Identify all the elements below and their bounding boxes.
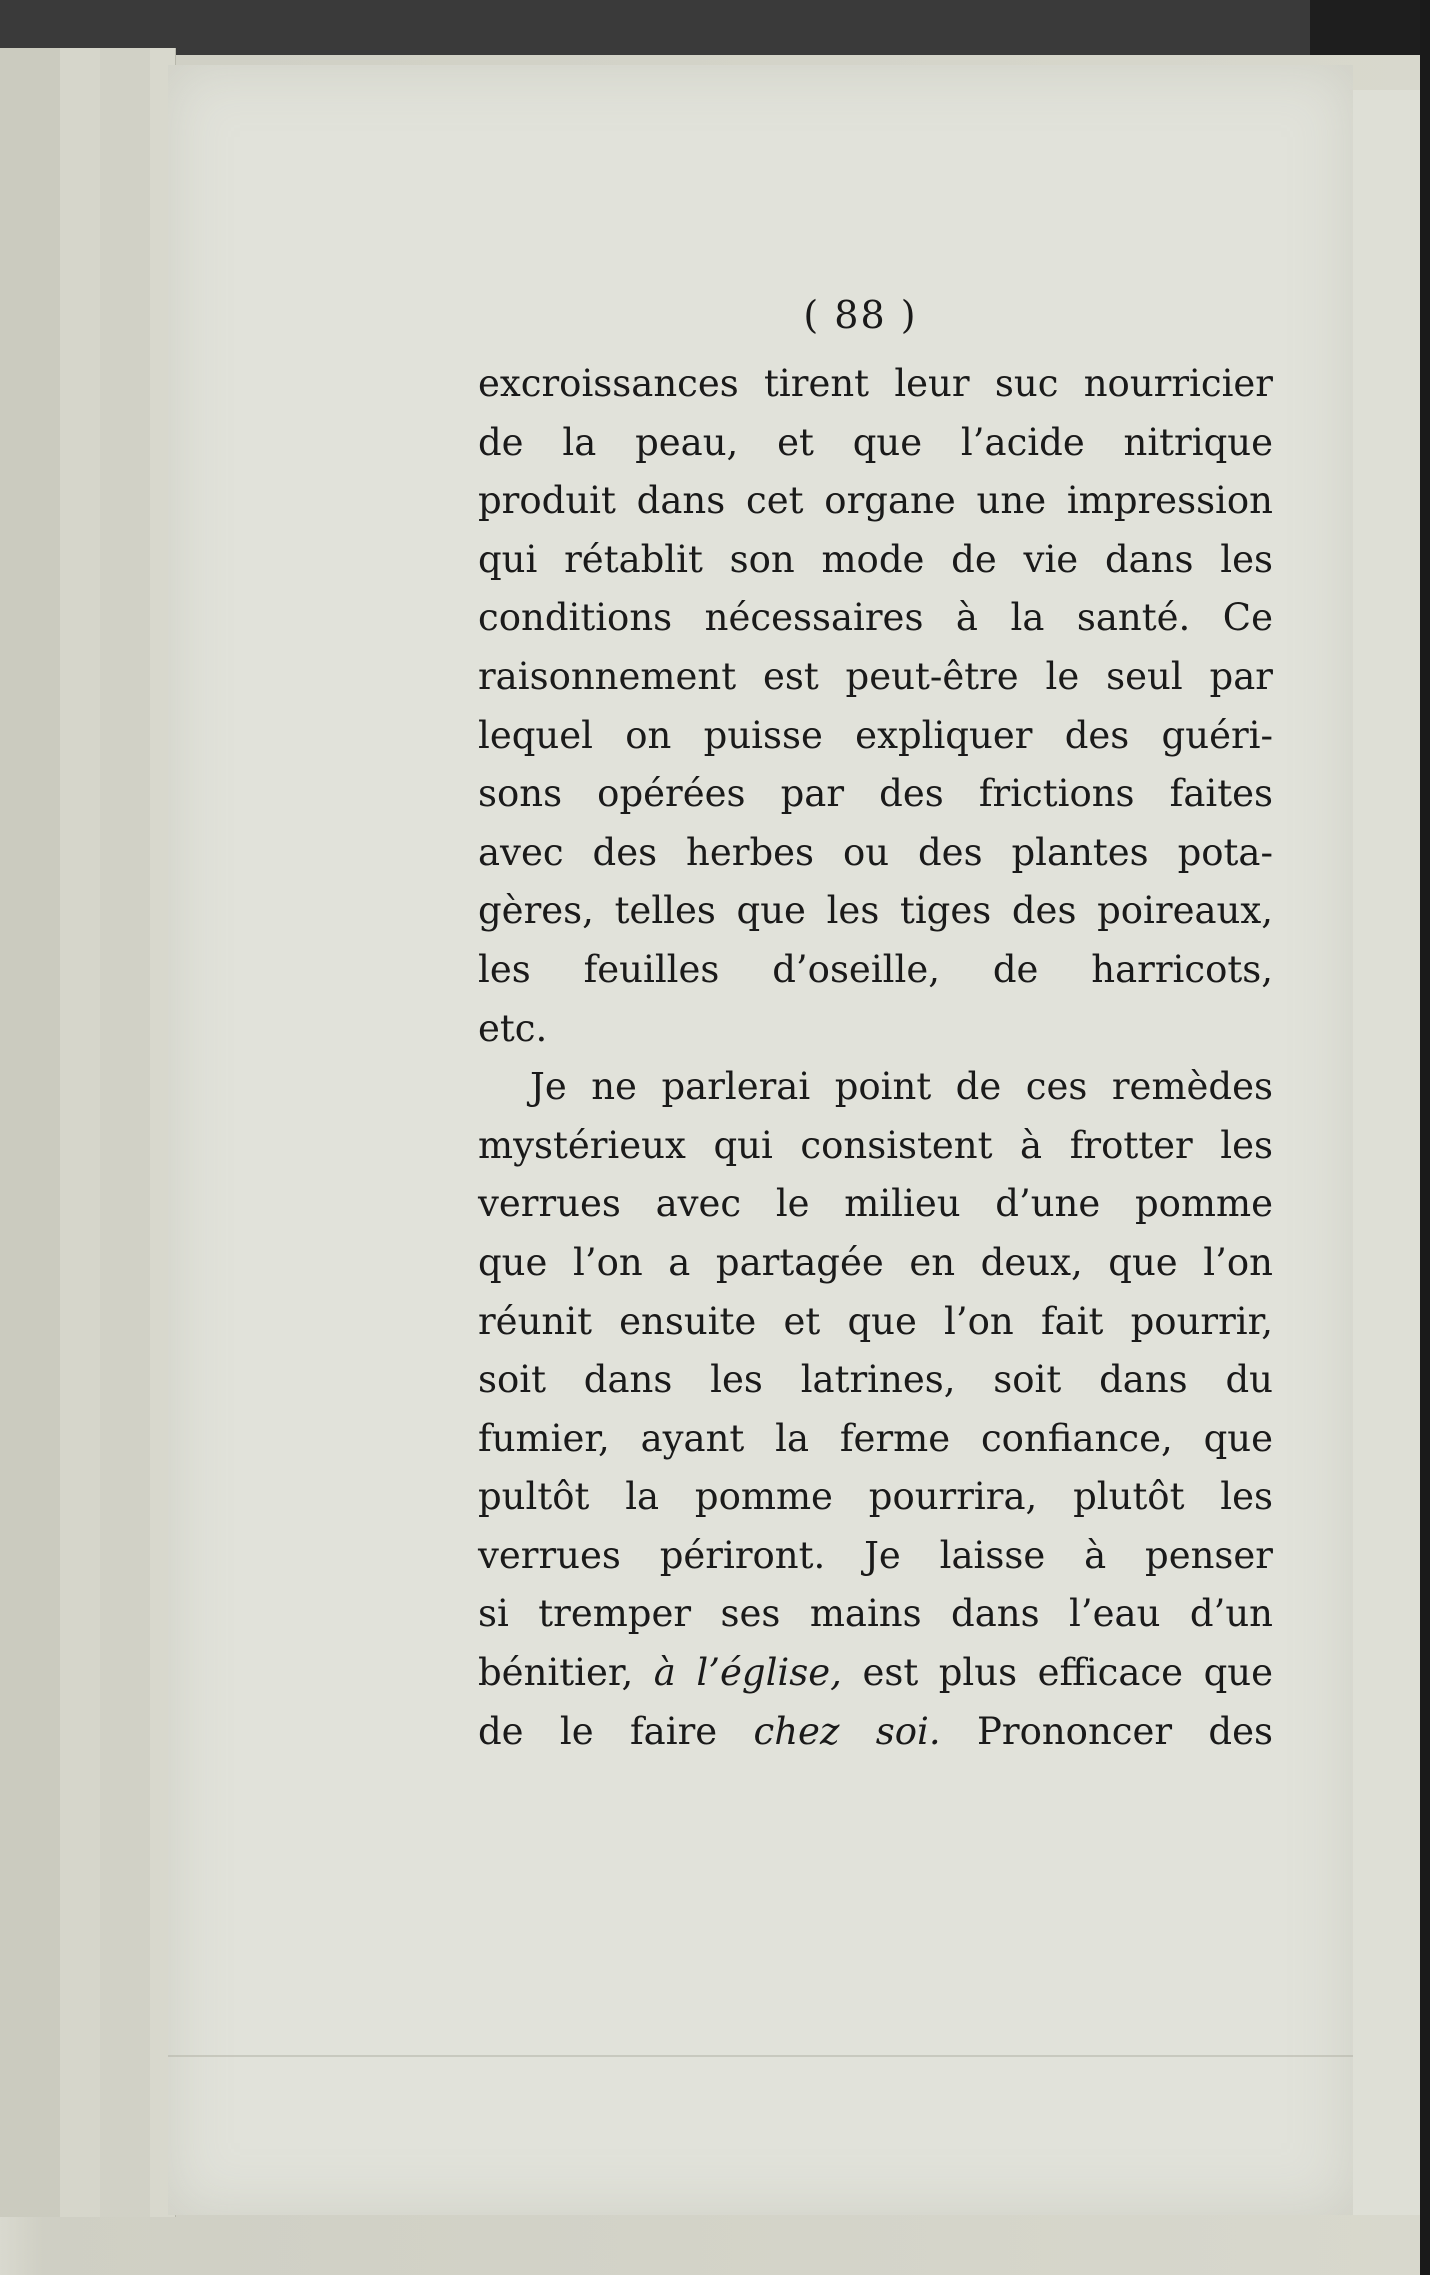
- text-span: bénitier,: [478, 1651, 654, 1695]
- text-line: de la peau, et que l’acide nitrique: [478, 420, 1273, 464]
- text-line: sons opérées par des frictions faites: [478, 772, 1273, 816]
- text-line-mixed: [478, 1703, 1273, 1762]
- paragraph-start-line: Je ne parlerai point de ces remèdes: [530, 1065, 1273, 1109]
- text-line: verrues périront. Je laisse à penser: [478, 1533, 1273, 1577]
- italic-phrase: à l’église,: [653, 1651, 842, 1695]
- page-text: [478, 275, 1273, 1761]
- scan-background-right: [1420, 0, 1430, 2275]
- scan-background-top: [0, 0, 1430, 55]
- text-line: pultôt la pomme pourrira, plutôt les: [478, 1475, 1273, 1519]
- text-line: gères, telles que les tiges des poireaux,: [478, 889, 1273, 933]
- text-line: produit dans cet organe une impression: [478, 479, 1273, 523]
- text-span: est plus efficace que: [841, 1651, 1273, 1695]
- text-line: que l’on a partagée en deux, que l’on: [478, 1240, 1273, 1284]
- page-fold-mark: [168, 2055, 1353, 2057]
- text-line: réunit ensuite et que l’on fait pourrir,: [478, 1299, 1273, 1343]
- text-line: qui rétablit son mode de vie dans les: [478, 537, 1273, 581]
- text-line-mixed: [478, 1644, 1273, 1703]
- page-number: ( 88 ): [803, 293, 918, 337]
- italic-phrase: chez soi.: [753, 1709, 941, 1753]
- page-edge: [100, 48, 151, 2217]
- page-edge: [60, 48, 101, 2217]
- text-line: soit dans les latrines, soit dans du: [478, 1358, 1273, 1402]
- text-line: mystérieux qui consistent à frotter les: [478, 1123, 1273, 1167]
- text-line: fumier, ayant la ferme confiance, que: [478, 1416, 1273, 1460]
- text-line: les feuilles d’oseille, de harricots,: [478, 947, 1273, 991]
- text-line: avec des herbes ou des plantes pota-: [478, 830, 1273, 874]
- text-span: de le faire: [478, 1709, 754, 1753]
- paragraph-end-line: etc.: [478, 1006, 548, 1050]
- text-line: lequel on puisse expliquer des guéri-: [478, 713, 1273, 757]
- text-span: Prononcer des: [940, 1709, 1273, 1753]
- text-line: si tremper ses mains dans l’eau d’un: [478, 1592, 1273, 1636]
- text-line: excroissances tirent leur suc nourricier: [478, 362, 1273, 405]
- page-edge: [0, 48, 61, 2217]
- facing-page-edge: [1348, 90, 1420, 2215]
- text-line: raisonnement est peut-être le seul par: [478, 654, 1273, 698]
- text-line: conditions nécessaires à la santé. Ce: [478, 596, 1273, 640]
- text-line: verrues avec le milieu d’une pomme: [478, 1182, 1273, 1226]
